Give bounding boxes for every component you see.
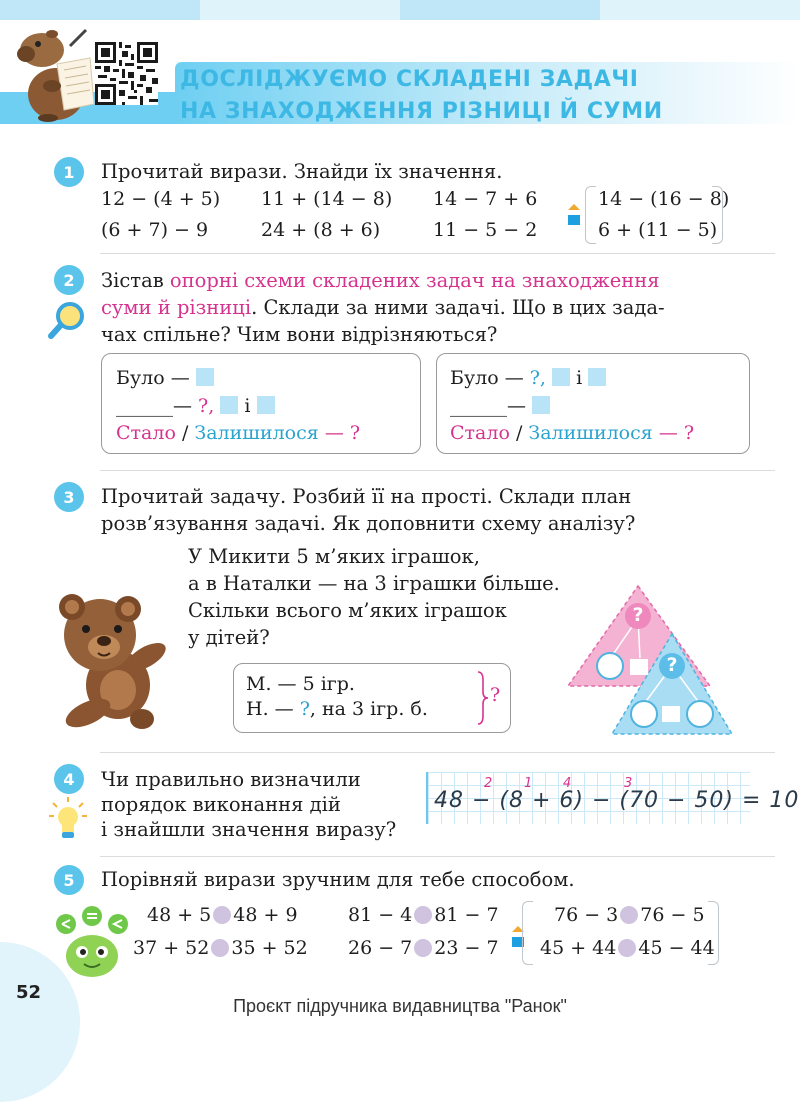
value-square (220, 396, 238, 414)
task4-instruction: Чи правильно визначили порядок виконання дій і знайшли значення виразу? (101, 768, 397, 841)
question-mark: ? (490, 684, 501, 706)
scheme-row: Стало / Залишилося — ? (450, 422, 695, 444)
tree-question-1: ? (632, 604, 644, 626)
compare-circle[interactable] (620, 906, 638, 924)
highlight-text: опорні схеми складених задач на знаходження (169, 269, 660, 292)
expression: 14 − (16 − 8) (598, 188, 730, 210)
order-mark: 1 (524, 776, 533, 791)
teddy-bear-icon (48, 585, 178, 735)
order-mark: 3 (624, 776, 633, 791)
green-monster-icon (54, 906, 132, 978)
task-number-5: 5 (54, 865, 84, 895)
task1-instruction: Прочитай вирази. Знайди їх значення. (101, 160, 503, 183)
compare-row: 37 + 52 35 + 52 (133, 937, 308, 959)
expression: 24 + (8 + 6) (261, 219, 381, 241)
bracket-left (585, 186, 596, 244)
scheme-card-right (436, 353, 750, 454)
footer-text: Проєкт підручника видавництва "Ранок" (233, 996, 567, 1016)
page-title-line-1: ДОСЛІДЖУЄМО СКЛАДЕНІ ЗАДАЧІ (180, 67, 639, 92)
compare-circle[interactable] (213, 906, 231, 924)
task-number-4: 4 (54, 764, 84, 794)
compare-row: 81 − 4 81 − 7 (348, 904, 499, 926)
analysis-tree-diagram (566, 580, 736, 740)
compare-circle[interactable] (414, 906, 432, 924)
top-bar-1 (0, 0, 200, 20)
highlight-text: суми й різниці (101, 296, 252, 319)
bracket-left (522, 901, 533, 965)
short-record-card: М. — 5 ігр. Н. — ?, на 3 ігр. б. ? (233, 663, 511, 733)
compare-row: 26 − 7 23 − 7 (348, 937, 499, 959)
handwritten-expression: 48 − (8 + 6) − (70 − 50) = 10 (434, 788, 800, 813)
task-number-1: 1 (54, 157, 84, 187)
expression: (6 + 7) − 9 (101, 219, 209, 241)
compare-row: 45 + 44 45 − 44 (540, 937, 715, 959)
compare-circle[interactable] (211, 939, 229, 957)
divider (100, 470, 775, 471)
divider (100, 856, 775, 857)
scheme-row: Стало / Залишилося — ? (116, 422, 361, 444)
capybara-reading-icon (12, 24, 100, 122)
expression: 11 + (14 − 8) (261, 188, 393, 210)
value-square (552, 368, 570, 386)
value-square (196, 368, 214, 386)
value-square (588, 368, 606, 386)
top-bar-3 (400, 0, 600, 20)
top-bar-4 (600, 0, 800, 20)
value-square (257, 396, 275, 414)
scheme-card-left (101, 353, 421, 454)
compare-row: 48 + 5 48 + 9 (147, 904, 298, 926)
expression: 6 + (11 − 5) (598, 219, 718, 241)
qr-code-icon[interactable] (95, 42, 158, 105)
order-mark: 2 (484, 776, 493, 791)
task2-instruction: Зістав опорні схеми складених задач на знаходження суми й різниці. Склади за ними задачі. Що в цих зада- чах спільне? Чим вони відрізняються? (101, 269, 665, 346)
expression: 12 − (4 + 5) (101, 188, 221, 210)
task5-instruction: Порівняй вирази зручним для тебе способом. (101, 868, 575, 891)
compare-circle[interactable] (414, 939, 432, 957)
scheme-row: ______— ?, і (116, 395, 275, 417)
expression: 11 − 5 − 2 (433, 219, 538, 241)
lightbulb-icon (48, 796, 88, 840)
magnifier-icon (48, 300, 86, 340)
problem-text: У Микити 5 м’яких іграшок, а в Наталки — на 3 іграшки більше. Скільки всього м’яких іграшок у дітей? (188, 545, 560, 649)
task-number-3: 3 (54, 482, 84, 512)
order-mark: 4 (563, 776, 572, 791)
expression: 14 − 7 + 6 (433, 188, 538, 210)
scheme-row: Було — (116, 367, 214, 389)
task-number-2: 2 (54, 265, 84, 295)
compare-circle[interactable] (618, 939, 636, 957)
compare-row: 76 − 3 76 − 5 (554, 904, 705, 926)
task3-instruction: Прочитай задачу. Розбий її на прості. Склади план розв’язування задачі. Як доповнити схему аналізу? (101, 485, 636, 535)
top-bar-2 (200, 0, 400, 20)
difficulty-marker-icon (566, 200, 582, 226)
scheme-row: Було — ?, і (450, 367, 606, 389)
divider (100, 752, 775, 753)
page-number: 52 (16, 982, 42, 1003)
page-title-line-2: НА ЗНАХОДЖЕННЯ РІЗНИЦІ Й СУМИ (180, 99, 663, 124)
scheme-row: ______— (450, 395, 550, 417)
tree-question-2: ? (666, 654, 678, 676)
curly-brace-icon (477, 670, 489, 726)
value-square (532, 396, 550, 414)
divider (100, 253, 775, 254)
